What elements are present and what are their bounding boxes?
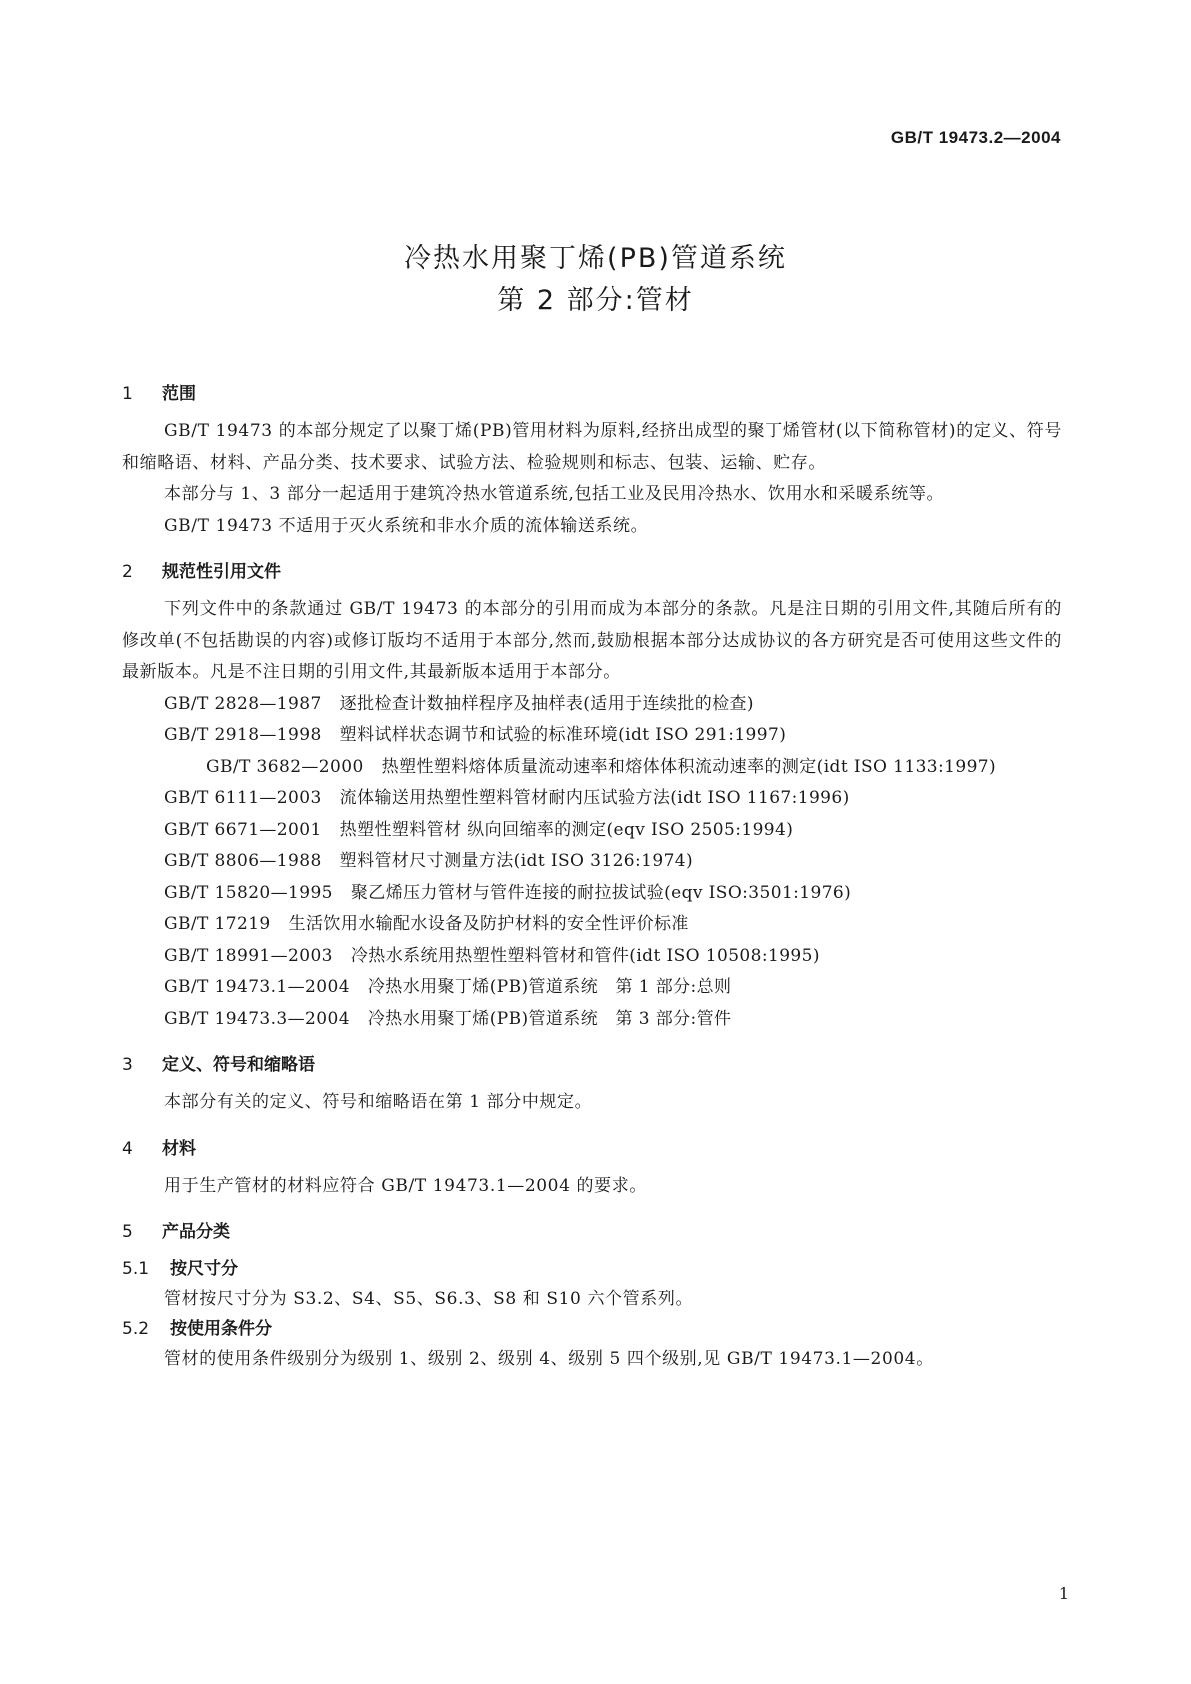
section-heading-scope bbox=[122, 378, 1062, 410]
reference-item bbox=[122, 720, 1062, 752]
reference-item bbox=[122, 783, 1062, 815]
reference-title: 冷热水用聚丁烯(PB)管道系统 第 1 部分:总则 bbox=[367, 977, 732, 997]
subsection-heading-by-conditions bbox=[122, 1314, 1062, 1344]
page-number: 1 bbox=[1058, 1584, 1069, 1603]
reference-code: GB/T 2918—1998 bbox=[164, 725, 322, 745]
reference-code: GB/T 19473.1—2004 bbox=[164, 977, 350, 997]
section-number: 4 bbox=[122, 1138, 133, 1159]
reference-title: 聚乙烯压力管材与管件连接的耐拉拔试验(eqv ISO:3501:1976) bbox=[350, 882, 852, 903]
reference-item bbox=[122, 846, 1062, 878]
reference-title: 冷热水系统用热塑性塑料管材和管件(idt ISO 10508:1995) bbox=[350, 945, 820, 966]
paragraph: GB/T 19473 的本部分规定了以聚丁烯(PB)管用材料为原料,经挤出成型的聚丁烯管材(以下简称管材)的定义、符号和缩略语、材料、产品分类、技术要求、试验方法、检验规则和标志、包装、运输、贮存。 bbox=[122, 421, 1062, 473]
reference-code: GB/T 3682—2000 bbox=[206, 756, 364, 777]
reference-title: 热塑性塑料管材 纵向回缩率的测定(eqv ISO 2505:1994) bbox=[339, 819, 794, 840]
reference-code: GB/T 6111—2003 bbox=[164, 788, 322, 808]
section-title: 范围 bbox=[162, 384, 196, 404]
reference-item bbox=[122, 972, 1062, 1004]
section-heading-normative-references bbox=[122, 556, 1062, 588]
reference-code: GB/T 19473.3—2004 bbox=[164, 1008, 350, 1029]
section-heading-definitions bbox=[122, 1049, 1062, 1081]
section-number: 3 bbox=[122, 1055, 133, 1075]
section-title: 材料 bbox=[162, 1138, 196, 1159]
paragraph: 本部分与 1、3 部分一起适用于建筑冷热水管道系统,包括工业及民用冷热水、饮用水和采暖系统等。 bbox=[164, 484, 945, 504]
paragraph: 下列文件中的条款通过 GB/T 19473 的本部分的引用而成为本部分的条款。凡是注日期的引用文件,其随后所有的修改单(不包括勘误的内容)或修订版均不适用于本部分,然而,鼓励根据本部分达成协议的各方研究是否可使用这些文件的最新版本。凡是不注日期的引用文件,其最新版本适用于本部分。 bbox=[122, 599, 1062, 682]
paragraph: 管材按尺寸分为 S3.2、S4、S5、S6.3、S8 和 S10 六个管系列。 bbox=[164, 1289, 694, 1309]
reference-item bbox=[122, 752, 1062, 784]
reference-code: GB/T 15820—1995 bbox=[164, 882, 333, 903]
section-heading-classification bbox=[122, 1216, 1062, 1248]
reference-title: 冷热水用聚丁烯(PB)管道系统 第 3 部分:管件 bbox=[367, 1008, 732, 1029]
reference-code: GB/T 6671—2001 bbox=[164, 819, 322, 840]
reference-code: GB/T 8806—1988 bbox=[164, 851, 322, 871]
subsection-title: 按使用条件分 bbox=[170, 1319, 272, 1339]
reference-title: 流体输送用热塑性塑料管材耐内压试验方法(idt ISO 1167:1996) bbox=[339, 788, 850, 808]
reference-title: 热塑性塑料熔体质量流动速率和熔体体积流动速率的测定(idt ISO 1133:1997) bbox=[381, 756, 997, 777]
reference-item bbox=[122, 1004, 1062, 1036]
reference-item bbox=[122, 815, 1062, 847]
reference-title: 塑料管材尺寸测量方法(idt ISO 3126:1974) bbox=[339, 851, 694, 871]
reference-code: GB/T 17219 bbox=[164, 914, 271, 934]
subsection-number: 5.1 bbox=[122, 1259, 150, 1279]
reference-code: GB/T 18991—2003 bbox=[164, 945, 333, 966]
reference-item bbox=[122, 909, 1062, 941]
section-title: 规范性引用文件 bbox=[162, 562, 281, 582]
paragraph: 本部分有关的定义、符号和缩略语在第 1 部分中规定。 bbox=[164, 1092, 593, 1112]
subsection-number: 5.2 bbox=[122, 1319, 150, 1339]
section-heading-materials bbox=[122, 1133, 1062, 1165]
reference-item bbox=[122, 878, 1062, 910]
reference-code: GB/T 2828—1987 bbox=[164, 693, 322, 714]
paragraph: 用于生产管材的材料应符合 GB/T 19473.1—2004 的要求。 bbox=[164, 1175, 647, 1196]
section-number: 2 bbox=[122, 562, 133, 582]
section-title: 产品分类 bbox=[162, 1222, 230, 1242]
document-body bbox=[122, 378, 1062, 1374]
document-title: 冷热水用聚丁烯(PB)管道系统 bbox=[404, 243, 787, 274]
reference-item bbox=[122, 689, 1062, 721]
reference-title: 生活饮用水输配水设备及防护材料的安全性评价标准 bbox=[288, 914, 689, 934]
section-title: 定义、符号和缩略语 bbox=[162, 1055, 315, 1075]
document-subtitle: 第 2 部分:管材 bbox=[497, 285, 694, 316]
section-number: 5 bbox=[122, 1222, 133, 1242]
section-number: 1 bbox=[122, 384, 133, 404]
paragraph: GB/T 19473 不适用于灭火系统和非水介质的流体输送系统。 bbox=[164, 515, 649, 536]
reference-title: 塑料试样状态调节和试验的标准环境(idt ISO 291:1997) bbox=[339, 725, 787, 745]
reference-title: 逐批检查计数抽样程序及抽样表(适用于连续批的检查) bbox=[339, 693, 754, 714]
subsection-title: 按尺寸分 bbox=[170, 1259, 238, 1279]
subsection-heading-by-size bbox=[122, 1254, 1062, 1284]
reference-item bbox=[122, 941, 1062, 973]
paragraph: 管材的使用条件级别分为级别 1、级别 2、级别 4、级别 5 四个级别,见 GB/T 19473.1—2004。 bbox=[164, 1349, 934, 1369]
standard-code: GB/T 19473.2—2004 bbox=[890, 128, 1061, 147]
